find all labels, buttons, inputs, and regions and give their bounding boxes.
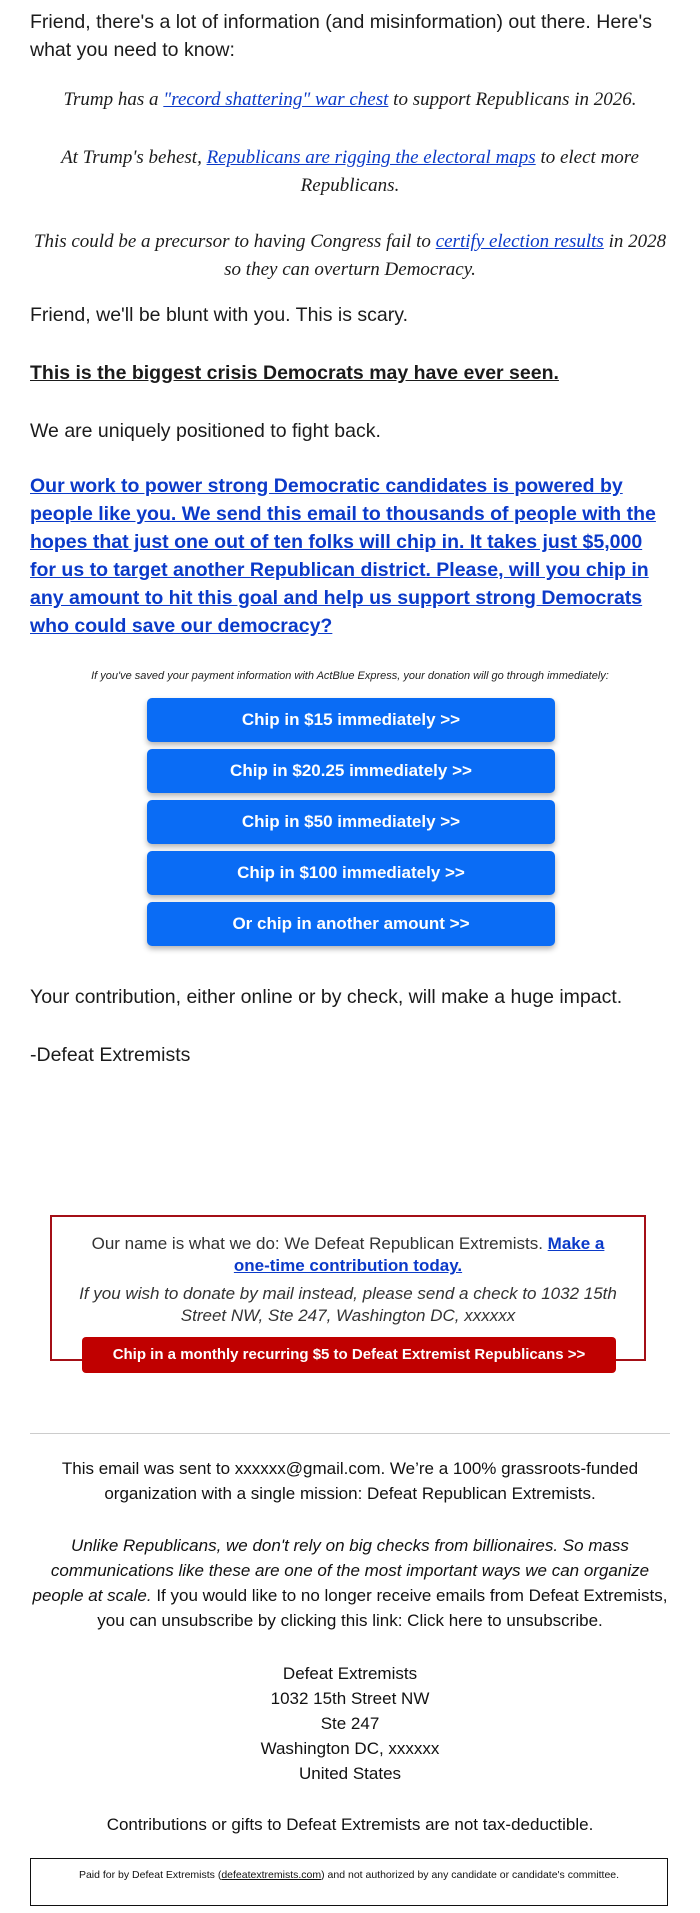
electoral-maps-link[interactable]: Republicans are rigging the electoral maps bbox=[206, 147, 536, 168]
point-text: to elect more Republicans. bbox=[300, 147, 639, 196]
point-certify bbox=[30, 228, 670, 284]
website-link[interactable]: defeatextremists.com bbox=[221, 1869, 322, 1881]
one-time-contribution-link[interactable]: Make a one-time contribution today. bbox=[233, 1234, 605, 1275]
chip-50-button[interactable]: Chip in $50 immediately >> bbox=[147, 800, 555, 844]
point-text: in 2028 so they can overturn Democracy. bbox=[224, 231, 667, 280]
certify-results-link[interactable]: certify election results bbox=[435, 231, 604, 252]
grassroots-italic-text: Unlike Republicans, we don't rely on big checks from billionaires. So mass communications like these are one of the most important ways we can organize people at scale. bbox=[32, 1536, 650, 1605]
monthly-recurring-button[interactable]: Chip in a monthly recurring $5 to Defeat Extremist Republicans >> bbox=[82, 1337, 616, 1373]
donation-ask-link[interactable]: Our work to power strong Democratic candidates is powered by people like you. We send this email to thousands of people with the hopes that just one out of ten folks will chip in. It takes just $5,000 for us to target another Republican district. Please, will you chip in any amount to hit this goal and help us support strong Democrats who could save our democracy? bbox=[30, 475, 656, 637]
point-war-chest bbox=[30, 86, 670, 114]
paid-text: ) and not authorized by any candidate or candidate's committee. bbox=[321, 1869, 620, 1881]
address-line: United States bbox=[298, 1764, 402, 1783]
box-text: Our name is what we do: We Defeat Republican Extremists. bbox=[91, 1234, 548, 1253]
unsubscribe-link[interactable]: If you would like to no longer receive emails from Defeat Extremists, you can unsubscribe by clicking this link: Click here to unsubscribe. bbox=[97, 1586, 668, 1630]
point-text: This could be a precursor to having Congress fail to bbox=[33, 231, 436, 252]
signature: -Defeat Extremists bbox=[30, 1044, 191, 1066]
chip-20-25-button[interactable]: Chip in $20.25 immediately >> bbox=[147, 749, 555, 793]
paid-text: Paid for by Defeat Extremists ( bbox=[78, 1869, 222, 1881]
paid-for-disclaimer bbox=[30, 1858, 668, 1906]
box-mission-text bbox=[72, 1233, 624, 1277]
chip-100-button[interactable]: Chip in $100 immediately >> bbox=[147, 851, 555, 895]
chip-15-button[interactable]: Chip in $15 immediately >> bbox=[147, 698, 555, 742]
address-line: Defeat Extremists bbox=[282, 1664, 418, 1683]
positioned-text: We are uniquely positioned to fight back. bbox=[30, 420, 381, 442]
email-body bbox=[30, 8, 670, 1881]
address-line: 1032 15th Street NW bbox=[270, 1689, 430, 1708]
blunt-text: Friend, we'll be blunt with you. This is scary. bbox=[30, 304, 408, 326]
tax-disclaimer: Contributions or gifts to Defeat Extremists are not tax-deductible. bbox=[106, 1815, 594, 1834]
actblue-express-note: If you've saved your payment information with ActBlue Express, your donation will go through immediately: bbox=[91, 670, 609, 682]
mailing-address bbox=[30, 1661, 670, 1786]
intro-text: Friend, there's a lot of information (and misinformation) out there. Here's what you need to know: bbox=[30, 11, 652, 61]
war-chest-link[interactable]: "record shattering" war chest bbox=[163, 89, 389, 110]
point-electoral-maps bbox=[30, 144, 670, 200]
contribution-box bbox=[50, 1215, 646, 1361]
crisis-heading: This is the biggest crisis Democrats may have ever seen. bbox=[30, 362, 559, 384]
impact-text: Your contribution, either online or by check, will make a huge impact. bbox=[30, 986, 623, 1008]
address-line: Ste 247 bbox=[320, 1714, 380, 1733]
point-text: Trump has a bbox=[63, 89, 164, 110]
point-text: At Trump's behest, bbox=[61, 147, 207, 168]
unsubscribe-paragraph bbox=[30, 1533, 670, 1633]
mail-check-text: If you wish to donate by mail instead, please send a check to 1032 15th Street NW, Ste 247, Washington DC, xxxxxx bbox=[79, 1284, 617, 1325]
sent-to-text: This email was sent to xxxxxx@gmail.com. We’re a 100% grassroots-funded organization with a single mission: Defeat Republican Extremists. bbox=[61, 1459, 639, 1503]
address-line: Washington DC, xxxxxx bbox=[260, 1739, 440, 1758]
footer-divider bbox=[30, 1433, 670, 1434]
chip-other-amount-button[interactable]: Or chip in another amount >> bbox=[147, 902, 555, 946]
point-text: to support Republicans in 2026. bbox=[388, 89, 637, 110]
